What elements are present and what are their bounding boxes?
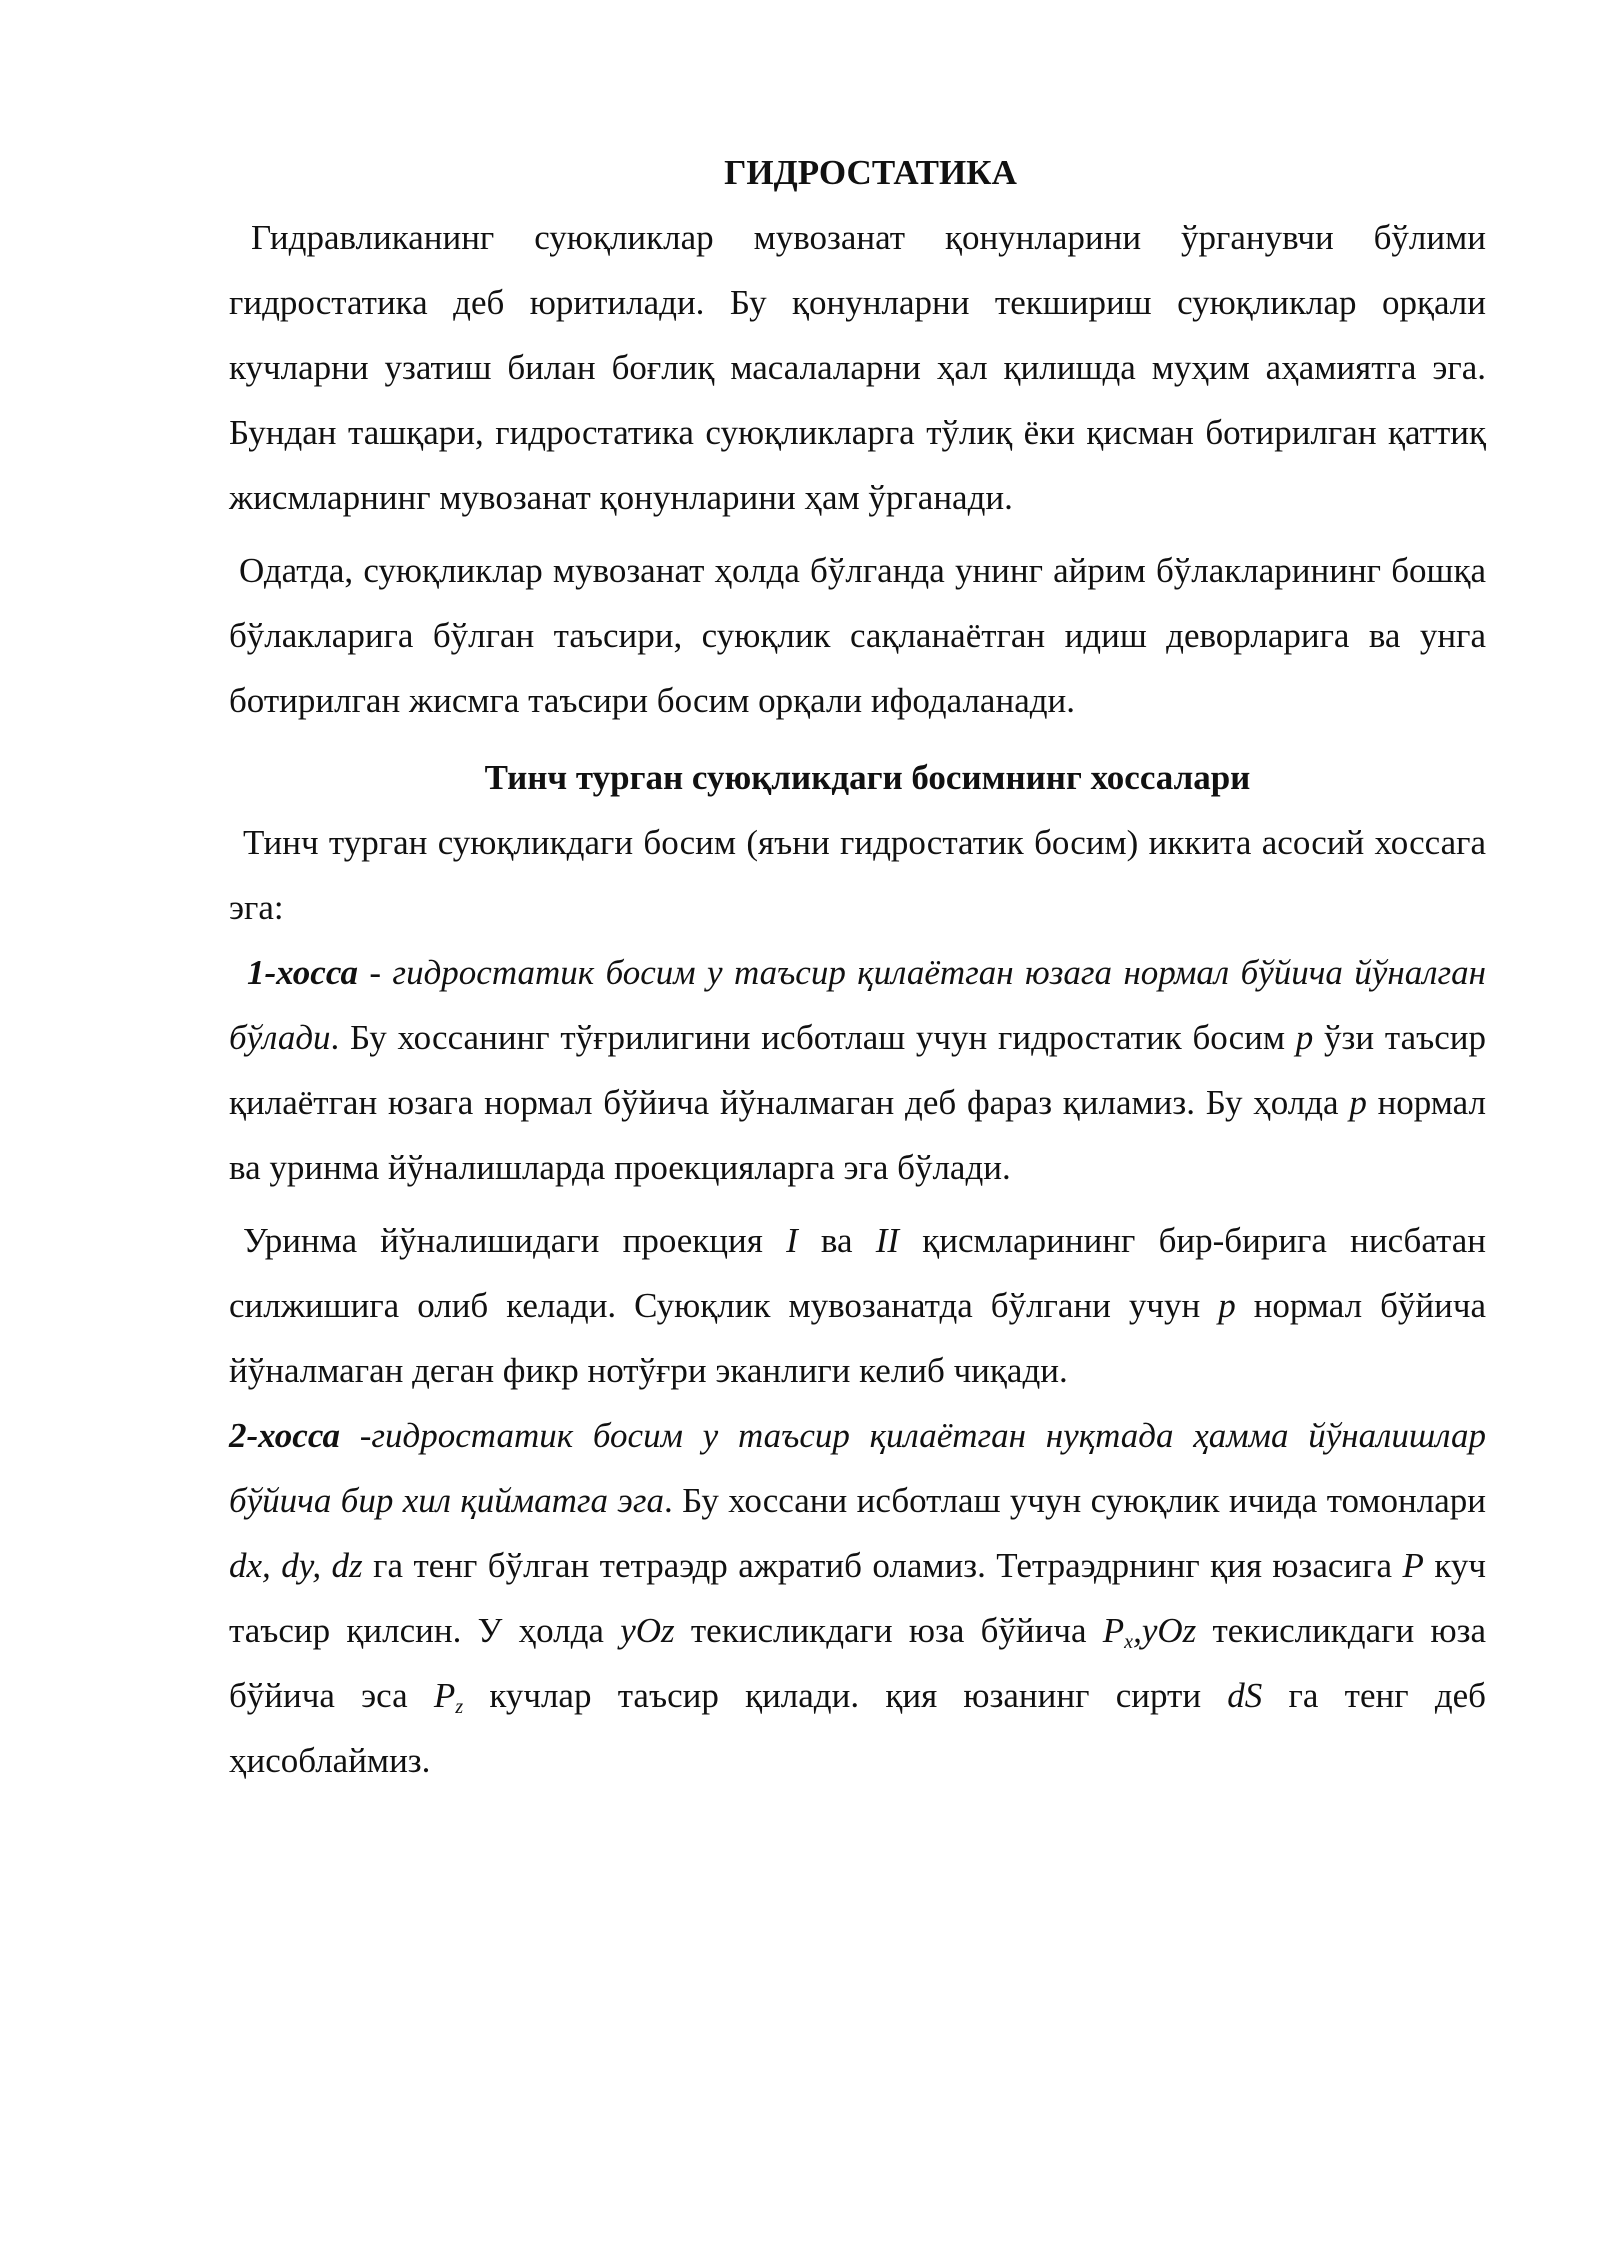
text-run: нормал ва уринма йўналишларда проекцияларга эга бўлади. — [229, 1083, 1486, 1187]
symbol-yOz: ,yOz — [1133, 1611, 1197, 1650]
symbol-p: p — [1349, 1083, 1367, 1122]
paragraph-property-1 — [229, 940, 1486, 1200]
symbol-II: II — [875, 1221, 900, 1260]
property-1-statement: - гидростатик босим у таъсир қилаётган юзага нормал бўйича йўналган бўлади — [229, 953, 1486, 1057]
text-run: қисмларининг бир-бирига нисбатан силжишига олиб келади. Суюқлик мувозанатда бўлгани учун — [229, 1221, 1486, 1325]
paragraph-property-2 — [229, 1403, 1486, 1793]
paragraph-intro: Гидравликанинг суюқликлар мувозанат қонунларини ўрганувчи бўлими гидростатика деб юритилади. Бу қонунларни текшириш суюқликлар орқали кучларни узатиш билан боғлиқ масалаларни ҳал қилишда муҳим аҳамиятга эга. Бундан ташқари, гидростатика суюқликларга тўлиқ ёки қисман ботирилган қаттиқ жисмларнинг мувозанат қонунларини ҳам ўрганади. — [229, 218, 1486, 517]
property-2-label: 2-хосса — [229, 1416, 340, 1455]
subscript-x: x — [1124, 1631, 1134, 1653]
symbol-p: p — [1295, 1018, 1314, 1057]
text-run: кучлар таъсир қилади. қия юзанинг сирти — [463, 1676, 1228, 1715]
symbol-dS: dS — [1227, 1676, 1263, 1715]
symbol-p: p — [1218, 1286, 1236, 1325]
symbol-yOz: yOz — [620, 1611, 675, 1650]
symbol-Pz: P — [433, 1676, 456, 1715]
document-page — [229, 140, 1486, 1793]
paragraph-pressure: Одатда, суюқликлар мувозанат ҳолда бўлганда унинг айрим бўлакларининг бошқа бўлакларига бўлган таъсири, суюқлик сақланаётган идиш деворларига ва унга ботирилган жисмга таъсири босим орқали ифодаланади. — [229, 551, 1486, 720]
text-run: текисликдаги юза бўйича — [674, 1611, 1103, 1650]
property-2-statement: -гидростатик босим у таъсир қилаётган нуқтада ҳамма йўналишлар бўйича бир хил қийматга эга — [229, 1416, 1486, 1520]
text-run: Уринма йўналишидаги проекция — [243, 1221, 787, 1260]
text-run: ўзи таъсир қилаётган юзага нормал бўйича йўналмаган деб фараз қиламиз. Бу ҳолда — [229, 1018, 1486, 1122]
text-run: га тенг деб ҳисоблаймиз. — [229, 1676, 1486, 1780]
subscript-z: z — [455, 1696, 464, 1718]
document-title: ГИДРОСТАТИКА — [724, 153, 1017, 192]
text-run: нормал бўйича йўналмаган деган фикр нотўғри эканлиги келиб чиқади. — [229, 1286, 1487, 1390]
symbol-Px: P — [1102, 1611, 1125, 1650]
text-run: ва — [797, 1221, 876, 1260]
text-run: га тенг бўлган тетраэдр ажратиб оламиз. Тетраэдрнинг қия юзасига — [362, 1546, 1403, 1585]
symbol-dx-dy-dz: dx, dy, dz — [229, 1546, 363, 1585]
symbol-P: P — [1402, 1546, 1424, 1585]
property-1-label: 1-хосса — [247, 953, 358, 992]
text-run: текисликдаги юза бўйича эса — [229, 1611, 1486, 1715]
paragraph-properties: Тинч турган суюқликдаги босим (яъни гидростатик босим) иккита асосий хоссага эга: — [229, 823, 1486, 927]
text-run: . Бу хоссанинг тўғрилигини исботлаш учун гидростатик босим — [330, 1018, 1296, 1057]
symbol-I: I — [786, 1221, 798, 1260]
section-heading: Тинч турган суюқликдаги босимнинг хоссалари — [484, 758, 1251, 797]
paragraph-tangent — [229, 1208, 1486, 1403]
text-run: куч таъсир қилсин. У ҳолда — [229, 1546, 1486, 1650]
text-run: . Бу хоссани исботлаш учун суюқлик ичида томонлари — [663, 1481, 1486, 1520]
